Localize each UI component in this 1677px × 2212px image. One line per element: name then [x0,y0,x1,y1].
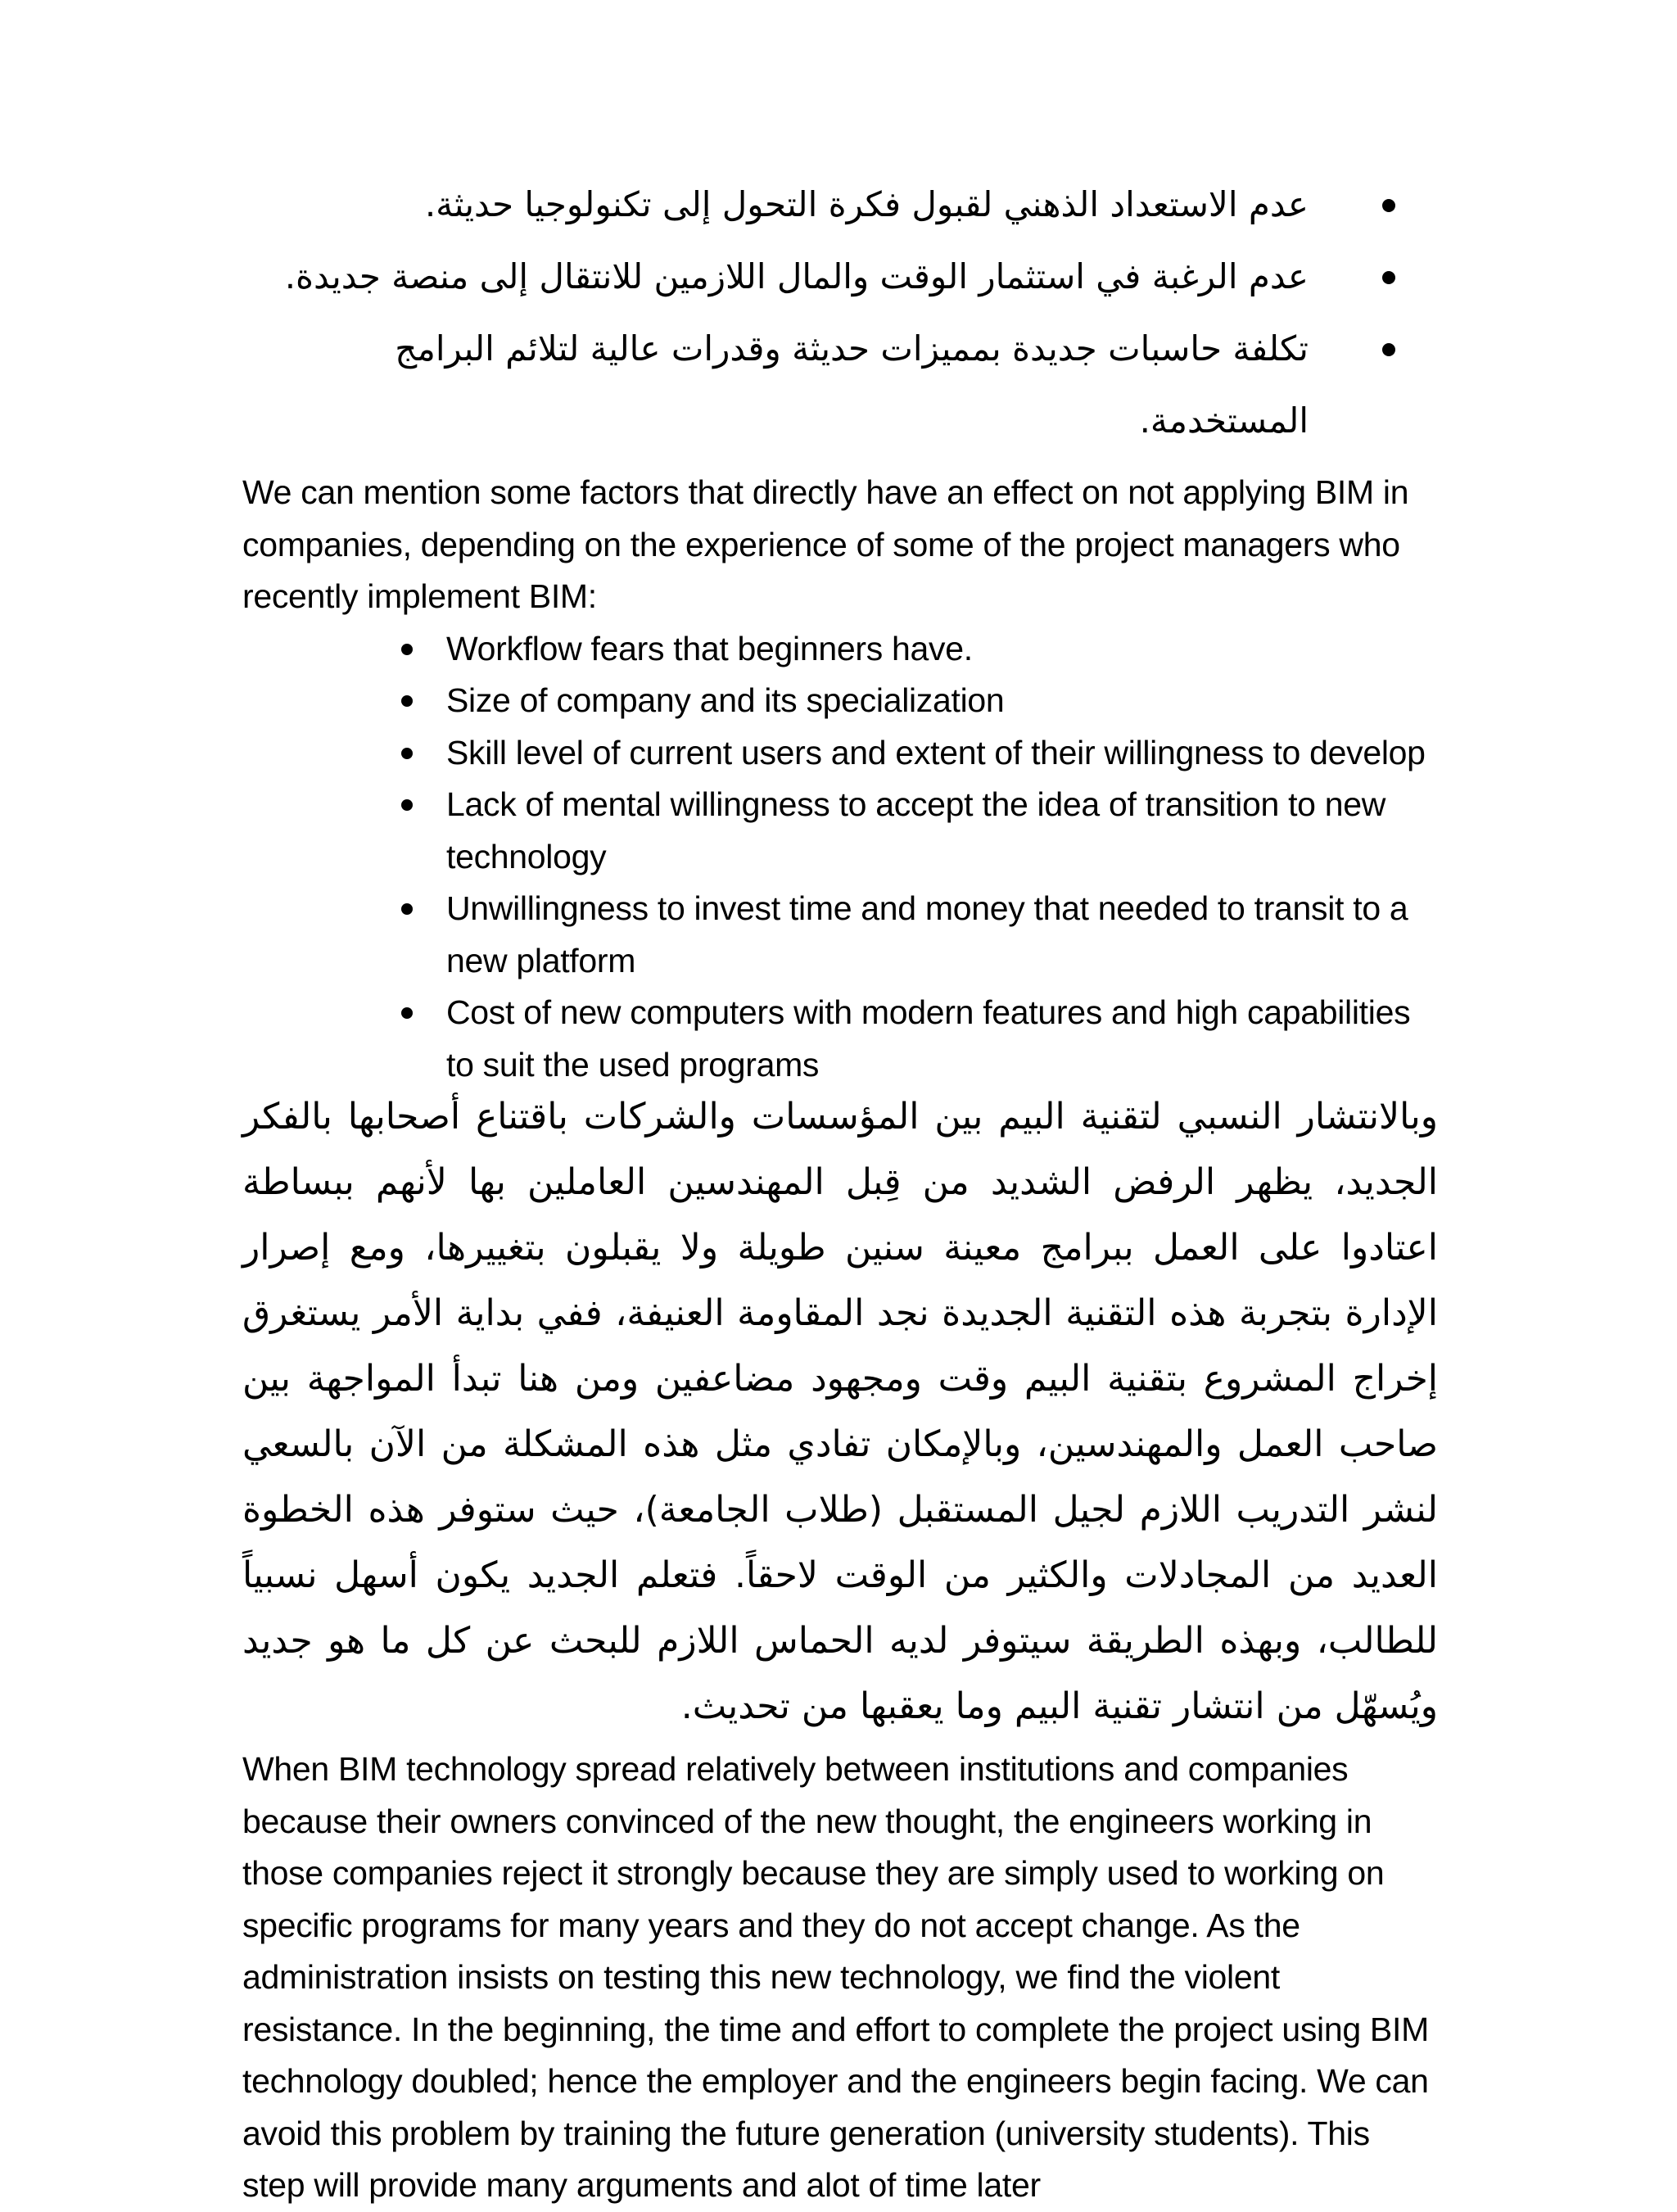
english-bullet-item-6: Cost of new computers with modern features and high capabilities to suit the used programs [242,987,1438,1091]
intro-paragraph: We can mention some factors that directly have an effect on not applying BIM in companies, depending on the experience of some of the project managers who recently implement BIM: [242,473,1409,615]
english-bullet-item-4: Lack of mental willingness to accept the idea of transition to new technology [242,779,1438,883]
english-bullet-item-2: Size of company and its specialization [242,675,1438,727]
arabic-bullet-list [242,169,1438,457]
arabic-bullet-item-3: تكلفة حاسبات جديدة بمميزات حديثة وقدرات عالية لتلائم البرامج المستخدمة. [242,313,1438,457]
arabic-bullet-item-2: عدم الرغبة في استثمار الوقت والمال اللازمين للانتقال إلى منصة جديدة. [242,241,1438,313]
english-bullet-item-5: Unwillingness to invest time and money that needed to transit to a new platform [242,883,1438,987]
english-bullet-item-1: Workflow fears that beginners have. [242,623,1438,676]
closing-paragraph: When BIM technology spread relatively between institutions and companies because their owners convinced of the new thought, the engineers working in those companies reject it strongly because they are simply used to working on specific programs for many years and they do not accept change. As the administration insists on testing this new technology, we find the violent resistance. In the beginning, the time and effort to complete the project using BIM technology doubled; hence the employer and the engineers begin facing. We can avoid this problem by training the future generation (university students). This step will provide many arguments and alot of time later [242,1750,1429,2204]
english-bullet-item-3: Skill level of current users and extent of their willingness to develop [242,727,1438,780]
arabic-bullet-item-1: عدم الاستعداد الذهني لقبول فكرة التحول إلى تكنولوجيا حديثة. [242,169,1438,241]
english-bullet-list [242,623,1438,1092]
arabic-paragraph: وبالانتشار النسبي لتقنية البيم بين المؤسسات والشركات باقتناع أصحابها بالفكر الجديد، يظهر الرفض الشديد من قِبل المهندسين العاملين بها لأنهم ببساطة اعتادوا على العمل ببرامج معينة سنين طويلة ولا يقبلون بتغييرها، ومع إصرار الإدارة بتجربة هذه التقنية الجديدة نجد المقاومة العنيفة، ففي بداية الأمر يستغرق إخراج المشروع بتقنية البيم وقت ومجهود مضاعفين ومن هنا تبدأ المواجهة بين صاحب العمل والمهندسين، وبالإمكان تفادي مثل هذه المشكلة من الآن بالسعي لنشر التدريب اللازم لجيل المستقبل (طلاب الجامعة)، حيث ستوفر هذه الخطوة العديد من المجادلات والكثير من الوقت لاحقاً. فتعلم الجديد يكون أسهل نسبياً للطالب، وبهذه الطريقة سيتوفر لديه الحماس اللازم للبحث عن كل ما هو جديد ويُسهّل من انتشار تقنية البيم وما يعقبها من تحديث. [242,1096,1438,1727]
